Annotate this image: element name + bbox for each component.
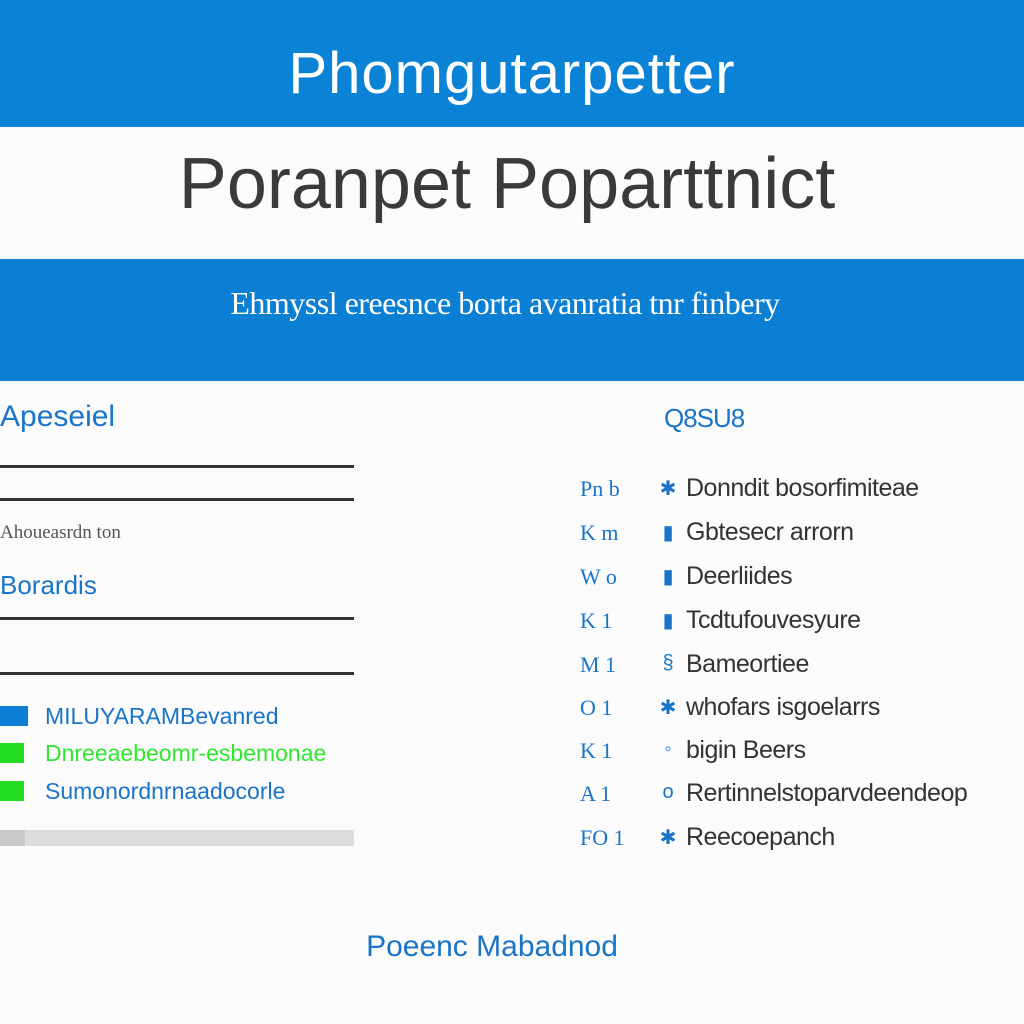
input-underline[interactable] <box>0 498 354 501</box>
row-code: Pn b <box>580 476 620 501</box>
list-item[interactable] <box>580 736 1020 770</box>
circle-icon: ◦ <box>664 738 672 760</box>
subtitle-text: Ehmyssl ereesnce borta avanratia tnr finbery <box>230 285 780 321</box>
row-label: Rertinnelstoparvdeendeop <box>686 779 968 807</box>
progress-bar <box>0 830 354 846</box>
list-item[interactable] <box>580 474 1020 508</box>
footer-link[interactable]: Poeenc Mabadnod <box>366 930 618 963</box>
row-code: W o <box>580 564 617 589</box>
legend-label: Dnreeaebeomr-esbemonae <box>45 740 327 766</box>
right-panel-heading: Q8SU8 <box>664 403 745 433</box>
legend-label: Sumonordnrnaadocorle <box>45 778 286 804</box>
star-icon: ✱ <box>659 697 677 719</box>
row-code: K 1 <box>580 738 613 763</box>
bar-icon: ▮ <box>662 522 674 544</box>
app-title: Phomgutarpetter <box>288 41 736 106</box>
row-label: Tcdtufouvesyure <box>686 606 861 634</box>
input-underline[interactable] <box>0 617 354 620</box>
pin-icon: ✱ <box>659 478 677 500</box>
row-label: Deerliides <box>686 562 793 590</box>
list-item[interactable] <box>580 779 1020 813</box>
link-icon: § <box>662 652 674 674</box>
list-item[interactable] <box>580 518 1020 552</box>
circle-icon: o <box>662 781 674 803</box>
legend-label: MILUYARAMBevanred <box>45 703 279 729</box>
row-code: K 1 <box>580 608 613 633</box>
row-code: FO 1 <box>580 825 625 850</box>
tag-icon: ✱ <box>659 827 677 849</box>
row-code: M 1 <box>580 652 617 677</box>
page-title: Poranpet Poparttnict <box>178 144 836 224</box>
list-item[interactable] <box>580 562 1020 596</box>
legend-swatch <box>0 706 28 726</box>
row-label: Donndit bosorfimiteae <box>686 474 919 502</box>
legend-swatch <box>0 743 24 763</box>
progress-bar-fill <box>0 830 25 846</box>
row-label: Gbtesecr arrorn <box>686 518 854 546</box>
row-label: whofars isgoelarrs <box>686 693 880 721</box>
row-code: K m <box>580 520 619 545</box>
row-code: A 1 <box>580 781 612 806</box>
field-label: Ahoueasrdn ton <box>0 522 121 543</box>
row-label: Reecoepanch <box>686 823 835 851</box>
left-panel-heading: Apeseiel <box>0 400 116 433</box>
list-item[interactable] <box>580 606 1020 640</box>
row-code: O 1 <box>580 695 613 720</box>
bar-icon: ▮ <box>662 610 674 632</box>
list-item[interactable] <box>580 650 1020 684</box>
divider <box>0 465 354 468</box>
list-item[interactable] <box>580 823 1020 857</box>
bar-icon: ▮ <box>662 566 674 588</box>
section-link[interactable]: Borardis <box>0 570 97 600</box>
legend-swatch <box>0 781 24 801</box>
row-label: Bameortiee <box>686 650 809 678</box>
row-label: bigin Beers <box>686 736 806 764</box>
divider <box>0 672 354 675</box>
list-item[interactable] <box>580 693 1020 727</box>
